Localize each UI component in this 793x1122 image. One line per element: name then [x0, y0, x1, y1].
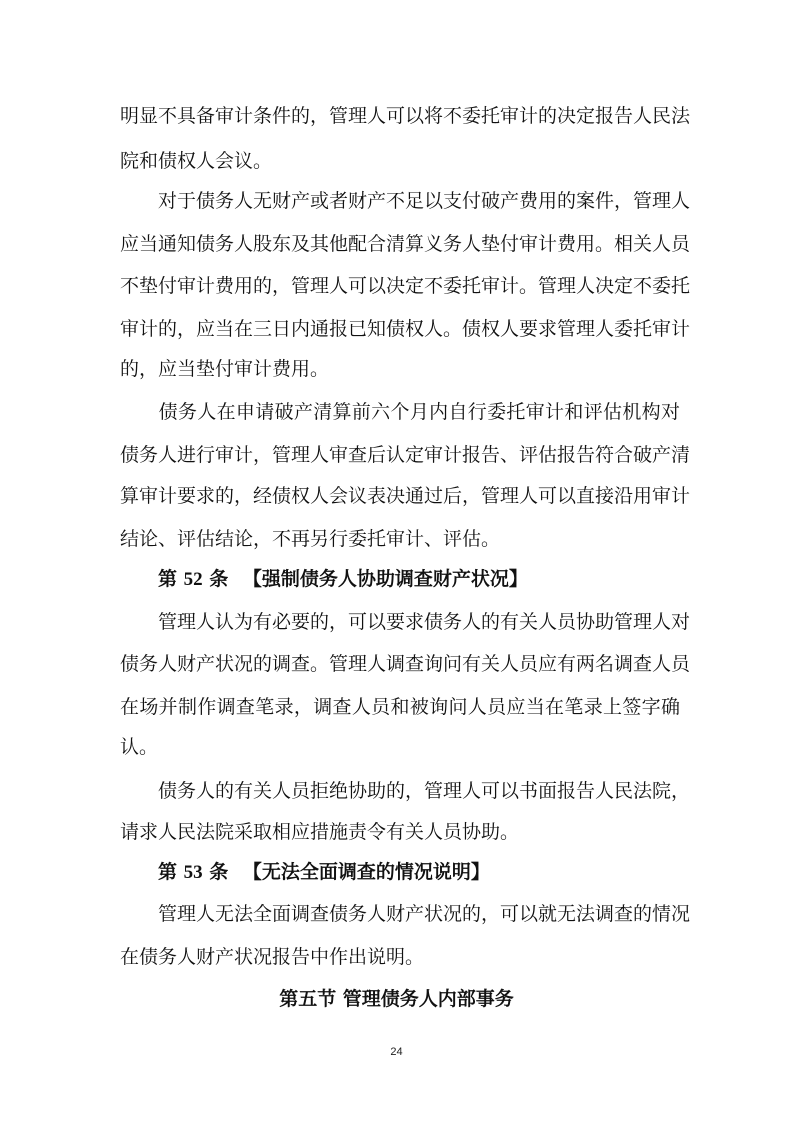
paragraph-line: 在场并制作调查笔录，调查人员和被询问人员应当在笔录上签字确 [120, 696, 680, 718]
paragraph-line: 债务人进行审计，管理人审查后认定审计报告、评估报告符合破产清 [120, 444, 691, 466]
paragraph-line: 管理人无法全面调查债务人财产状况的，可以就无法调查的情况 [120, 903, 691, 925]
paragraph-line: 算审计要求的，经债权人会议表决通过后，管理人可以直接沿用审计 [120, 485, 691, 507]
article-prefix: 第 [158, 568, 178, 590]
section-title: 第五节 管理债务人内部事务 [279, 988, 514, 1010]
page-number: 24 [390, 1046, 403, 1058]
article-prefix: 第 [158, 861, 178, 883]
paragraph-line: 应当通知债务人股东及其他配合清算义务人垫付审计费用。相关人员 [120, 233, 691, 255]
article-suffix: 条 [209, 568, 229, 590]
article-suffix: 条 [209, 861, 229, 883]
paragraph-line: 请求人民法院采取相应措施责令有关人员协助。 [120, 821, 520, 843]
article-title: 【强制债务人协助调查财产状况】 [242, 568, 528, 590]
paragraph-line: 管理人认为有必要的，可以要求债务人的有关人员协助管理人对 [120, 611, 691, 633]
article-number: 53 [183, 862, 203, 883]
paragraph-line: 院和债权人会议。 [120, 150, 273, 172]
article-52-heading [158, 565, 528, 594]
article-title: 【无法全面调查的情况说明】 [242, 861, 490, 883]
paragraph-line: 审计的，应当在三日内通报已知债权人。债权人要求管理人委托审计 [120, 318, 691, 340]
paragraph-line: 对于债务人无财产或者财产不足以支付破产费用的案件，管理人 [120, 190, 691, 212]
article-53-heading [158, 858, 490, 887]
article-number: 52 [183, 569, 203, 590]
paragraph-line: 认。 [120, 736, 159, 758]
paragraph-line: 明显不具备审计条件的，管理人可以将不委托审计的决定报告人民法 [120, 105, 691, 127]
paragraph-line: 债务人在申请破产清算前六个月内自行委托审计和评估机构对 [120, 401, 680, 423]
paragraph-line: 债务人的有关人员拒绝协助的，管理人可以书面报告人民法院， [120, 780, 691, 802]
paragraph-line: 债务人财产状况的调查。管理人调查询问有关人员应有两名调查人员 [120, 653, 691, 675]
paragraph-line: 在债务人财产状况报告中作出说明。 [120, 946, 425, 968]
paragraph-line: 的，应当垫付审计费用。 [120, 358, 330, 380]
paragraph-line: 结论、评估结论，不再另行委托审计、评估。 [120, 528, 501, 550]
paragraph-line: 不垫付审计费用的，管理人可以决定不委托审计。管理人决定不委托 [120, 275, 691, 297]
